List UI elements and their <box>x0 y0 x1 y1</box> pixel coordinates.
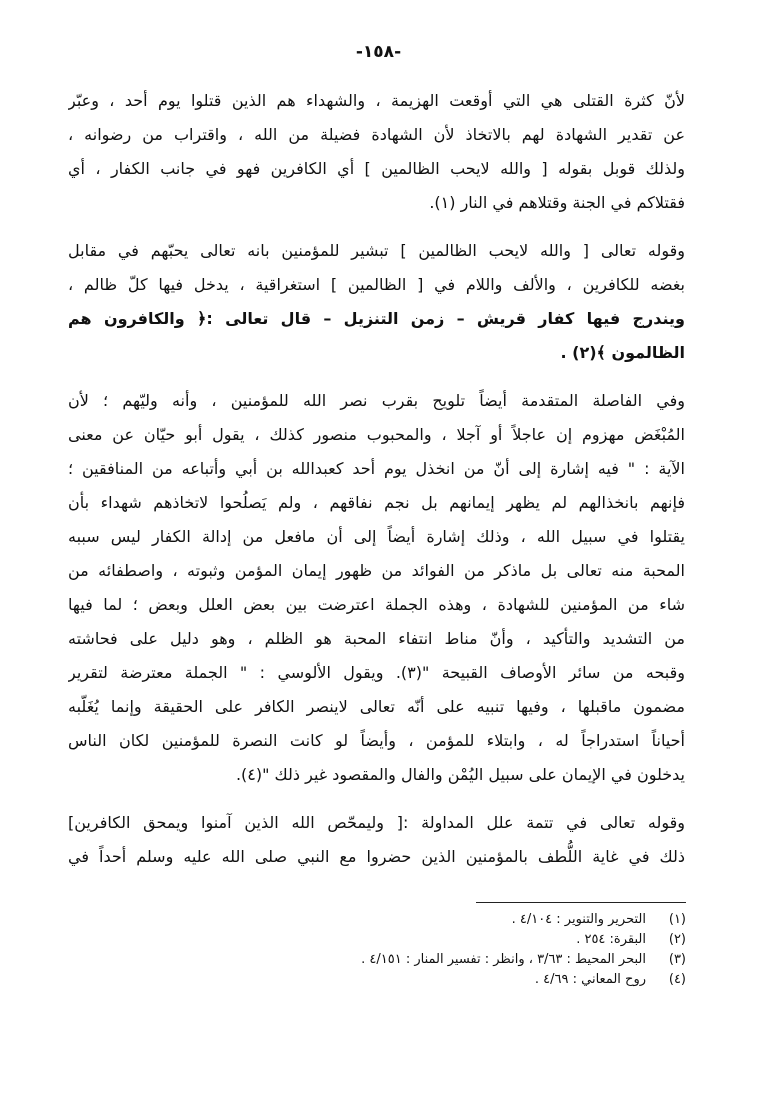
text-line: عن تقدير الشهادة لهم بالاتخاذ لأن الشهادة فضيلة من الله ، واقتراب من رضوانه ، <box>68 125 685 144</box>
footnote-number: (٤) <box>668 972 686 987</box>
text-line: فإنهم بانخذالهم لم يظهر إيمانهم بل نجم نفاقهم ، ولم يَصلُحوا لاتخاذهم شهداء بأن <box>68 493 685 512</box>
footnote-text: روح المعاني : ٤/٦٩ . <box>534 972 646 987</box>
footnote-number: (٢) <box>668 932 686 947</box>
text-line: يدخلون في الإيمان على سبيل اليُمْن والفال والمقصود غير ذلك "(٤). <box>235 765 685 784</box>
footnote-item <box>120 970 686 990</box>
footnote-text: البحر المحيط : ٣/٦٣ ، وانظر : تفسير المنار : ٤/١٥١ . <box>361 952 646 967</box>
footnote-item <box>120 950 686 970</box>
footnote-text: البقرة: ٢٥٤ . <box>576 932 646 947</box>
footnote-divider <box>476 902 686 903</box>
text-line: شاء من المؤمنين للشهادة ، وهذه الجملة اعترضت بين بعض العلل وبعض ؛ لما فيها <box>68 595 685 614</box>
paragraph-start-line: وفي الفاصلة المتقدمة أيضاً تلويح بقرب نصر الله للمؤمنين ، وأنه وليّهم ؛ لأن <box>68 391 685 410</box>
footnotes <box>120 910 686 990</box>
text-line: أحياناً استدراجاً له ، وابتلاء للمؤمن ، وأيضاً لو كانت النصرة للمؤمنين لكان الناس <box>68 731 685 750</box>
text-line: ذلك في غاية اللُّطف بالمؤمنين الذين حضروا مع النبي صلى الله عليه وسلم أحداً في <box>68 847 685 866</box>
quran-verse-line: ويندرج فيها كفار قريش – زمن التنزيل – قال تعالى :﴿ والكافرون هم <box>68 309 685 328</box>
text-line: الآية : " فيه إشارة إلى أنّ من انخذل يوم أحد كعبدالله بن أبي وأتباعه من المنافقين ؛ <box>68 459 685 478</box>
text-line: يقتلوا في سبيل الله ، وذلك إشارة أيضاً إلى أن مافعل من إدالة الكفار ليس سببه <box>68 527 685 546</box>
footnote-item <box>120 930 686 950</box>
text-line: وقبحه من سائر الأوصاف القبيحة "(٣). ويقول الألوسي : " الجملة معترضة لتقرير <box>68 663 685 682</box>
text-line: ولذلك قوبل بقوله [ والله لايحب الظالمين ] أي الكافرين فهو في جانب الكفار ، أي <box>68 159 685 178</box>
footnote-number: (٣) <box>668 952 686 967</box>
footnote-item <box>120 910 686 930</box>
quran-verse-line: الظالمون ﴾(٢) . <box>560 343 685 362</box>
footnote-number: (١) <box>668 912 686 927</box>
paragraph-start-line: وقوله تعالى [ والله لايحب الظالمين ] تبشير للمؤمنين بانه تعالى يحبّهم في مقابل <box>68 241 685 260</box>
page-number: -١٥٨- <box>355 42 402 62</box>
text-line: فقتلاكم في الجنة وقتلاهم في النار (١). <box>429 193 685 212</box>
text-line: من التشديد والتأكيد ، وأنّ مناط انتفاء المحبة هو الظلم ، وهو دليل على فحاشته <box>68 629 685 648</box>
text-line: بغضه للكافرين ، والألف واللام في [ الظالمين ] استغراقية ، يدخل فيها كلّ ظالم ، <box>68 275 685 294</box>
paragraph-start-line: وقوله تعالى في تتمة علل المداولة :[ وليمحّص الله الذين آمنوا ويمحق الكافرين] <box>68 813 685 832</box>
text-line: المحبة منه تعالى بل ماذكر من الفوائد من ظهور إيمان المؤمن وثبوته ، واصطفائه من <box>68 561 685 580</box>
text-line: مضمون ماقبلها ، وفيها تنبيه على أنّه تعالى لاينصر الكافر على الحقيقة وإنما يُغَلّبه <box>68 697 685 716</box>
text-line: المُبْغَض مهزوم إن عاجلاً أو آجلا ، والمحبوب منصور كذلك ، يقول أبو حيّان عن معنى <box>68 425 685 444</box>
footnote-text: التحرير والتنوير : ٤/١٠٤ . <box>511 912 646 927</box>
text-line: لأنّ كثرة القتلى هي التي أوقعت الهزيمة ، والشهداء هم الذين قتلوا يوم أحد ، وعبّر <box>68 91 685 110</box>
body-text <box>68 84 685 874</box>
